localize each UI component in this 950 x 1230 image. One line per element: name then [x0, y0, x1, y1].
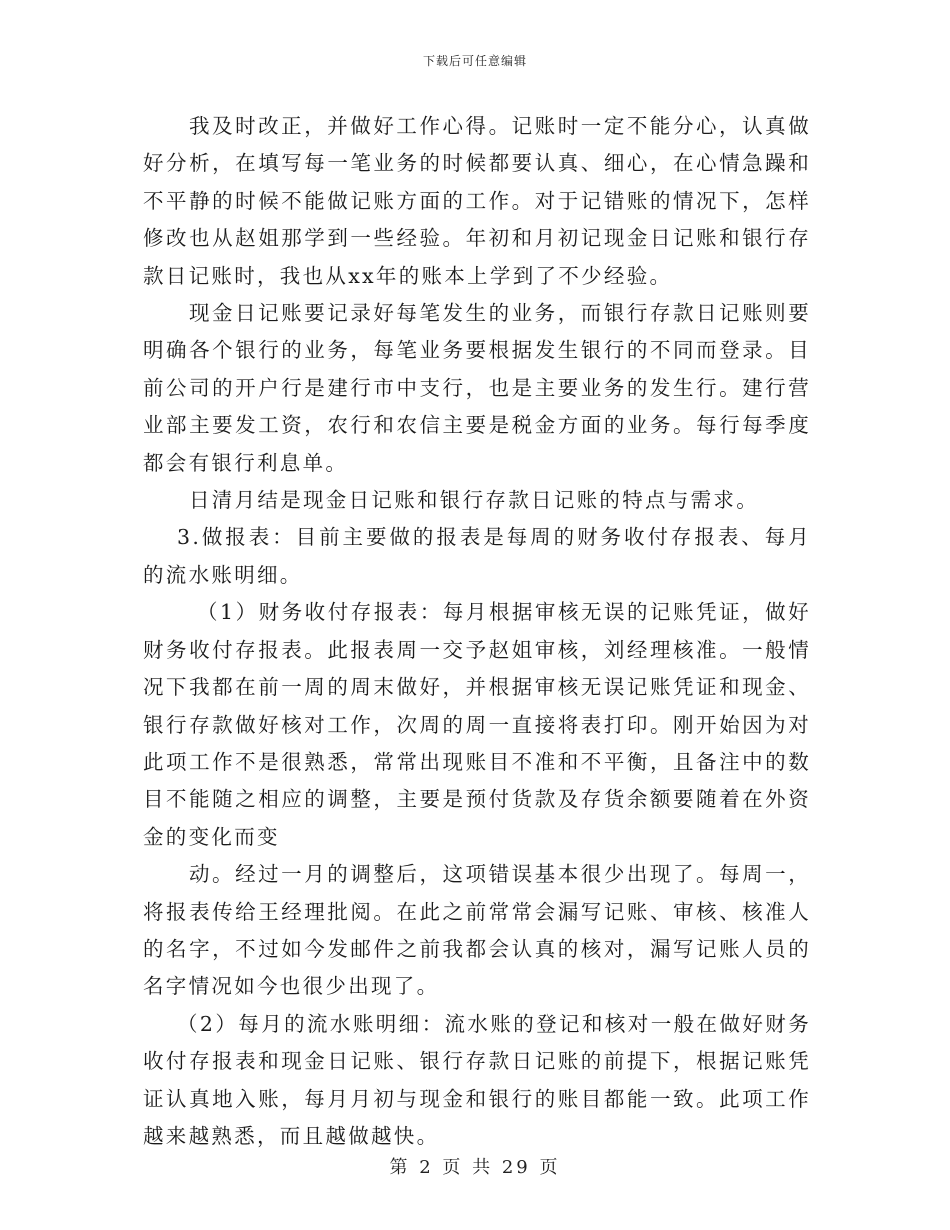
paragraph-6: 动。经过一月的调整后，这项错误基本很少出现了。每周一，将报表传给王经理批阅。在此之前常常会漏写记账、审核、核准人的名字，不过如今发邮件之前我都会认真的核对，漏写记账人员的名字情况如今也很少出现了。 [143, 862, 811, 999]
document-body [143, 108, 811, 1155]
page-header: 下载后可任意编辑 [422, 54, 527, 68]
paragraph-7: （2）每月的流水账明细：流水账的登记和核对一般在做好财务收付存报表和现金日记账、银行存款日记账的前提下，根据记账凭证认真地入账，每月月初与现金和银行的账目都能一致。此项工作越来越熟悉，而且越做越快。 [143, 1011, 811, 1148]
paragraph-4: 3.做报表：目前主要做的报表是每周的财务收付存报表、每月的流水账明细。 [143, 525, 811, 587]
paragraph-3: 日清月结是现金日记账和银行存款日记账的特点与需求。 [189, 488, 759, 513]
paragraph-5: （1）财务收付存报表：每月根据审核无误的记账凭证，做好财务收付存报表。此报表周一交予赵姐审核，刘经理核准。一般情况下我都在前一周的周末做好，并根据审核无误记账凭证和现金、银行存款做好核对工作，次周的周一直接将表打印。刚开始因为对此项工作不是很熟悉，常常出现账目不准和不平衡，且备注中的数目不能随之相应的调整，主要是预付货款及存货余额要随着在外资金的变化而变 [143, 600, 811, 849]
paragraph-2: 现金日记账要记录好每笔发生的业务，而银行存款日记账则要明确各个银行的业务，每笔业务要根据发生银行的不同而登录。目前公司的开户行是建行市中支行，也是主要业务的发生行。建行营业部主要发工资，农行和农信主要是税金方面的业务。每行每季度都会有银行利息单。 [143, 301, 811, 475]
page-footer: 第 2 页 共 29 页 [389, 1157, 561, 1178]
paragraph-1: 我及时改正，并做好工作心得。记账时一定不能分心，认真做好分析，在填写每一笔业务的时候都要认真、细心，在心情急躁和不平静的时候不能做记账方面的工作。对于记错账的情况下，怎样修改也从赵姐那学到一些经验。年初和月初记现金日记账和银行存款日记账时，我也从xx年的账本上学到了不少经验。 [143, 114, 811, 288]
